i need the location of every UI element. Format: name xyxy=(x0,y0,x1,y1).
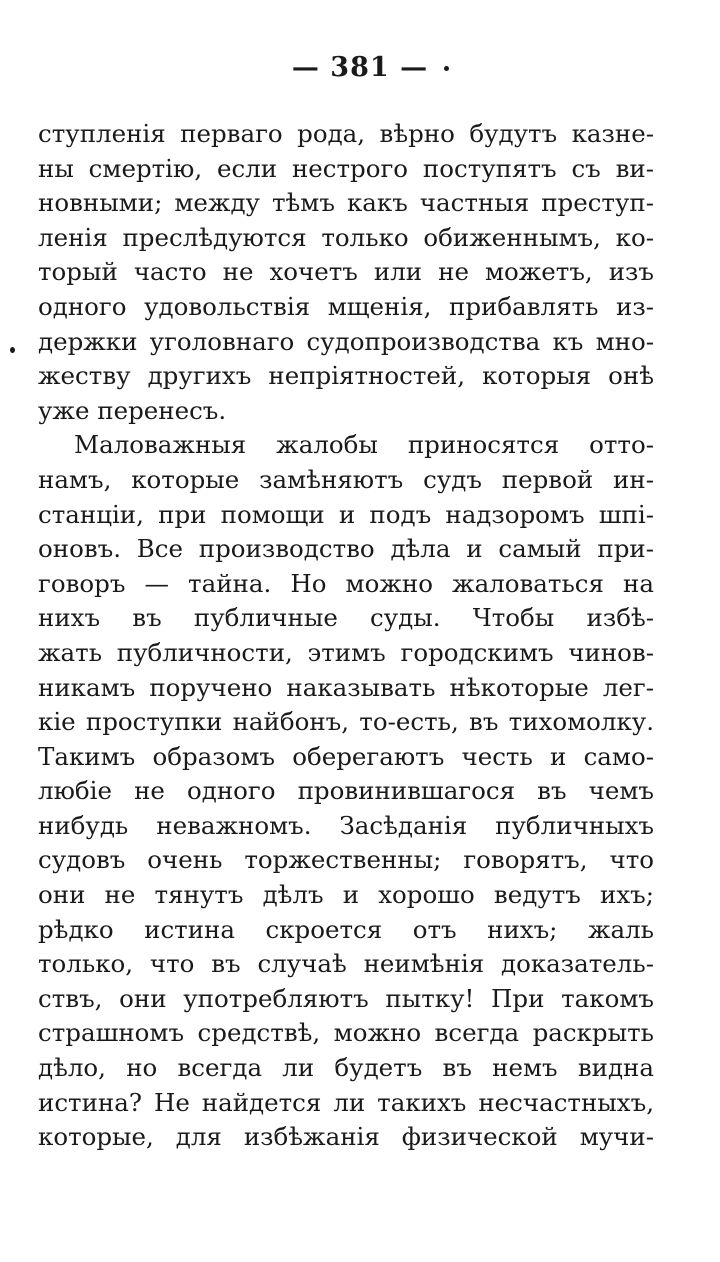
text-line: жеству другихъ непріятностей, которыя онѣ xyxy=(38,361,654,391)
header-dot-mark xyxy=(444,66,449,71)
text-line: одного удовольствія мщенія, прибавлять из- xyxy=(38,291,654,321)
text-line: дѣло, но всегда ли будетъ въ немъ видна xyxy=(38,1053,654,1083)
text-line: рѣдко истина скроется отъ нихъ; жаль xyxy=(38,914,654,944)
text-line: жать публичности, этимъ городскимъ чинов- xyxy=(38,637,654,667)
text-line: никамъ поручено наказывать нѣкоторые лег- xyxy=(38,672,654,702)
text-line: говоръ — тайна. Но можно жаловаться на xyxy=(38,568,654,598)
text-line: торый часто не хочетъ или не можетъ, изъ xyxy=(38,257,654,287)
text-line: страшномъ средствѣ, можно всегда раскрыть xyxy=(38,1018,654,1048)
text-line: держки уголовнаго судопроизводства къ мно- xyxy=(38,326,654,356)
text-line: станціи, при помощи и подъ надзоромъ шпі- xyxy=(38,499,654,529)
text-line: только, что въ случаѣ неимѣнія доказатель- xyxy=(38,949,654,979)
text-line: ствъ, они употребляютъ пытку! При такомъ xyxy=(38,983,654,1013)
text-line: новными; между тѣмъ какъ частныя преступ- xyxy=(38,188,654,218)
text-line: оновъ. Все производство дѣла и самый при- xyxy=(38,534,654,564)
text-line: ны смертію, если нестрого поступятъ съ ви- xyxy=(38,153,654,183)
text-line: нихъ въ публичные суды. Чтобы избѣ- xyxy=(38,603,654,633)
text-line: они не тянутъ дѣлъ и хорошо ведутъ ихъ; xyxy=(38,880,654,910)
text-line: Маловажныя жалобы приносятся отто- xyxy=(74,430,654,460)
page-number: — 381 — xyxy=(291,52,429,83)
page-header xyxy=(0,52,720,83)
text-line: намъ, которые замѣняютъ судъ первой ин- xyxy=(38,464,654,494)
text-line: ступленія перваго рода, вѣрно будутъ казне- xyxy=(38,119,654,148)
text-line: истина? Не найдется ли такихъ несчастныхъ, xyxy=(38,1087,654,1117)
body-text xyxy=(38,117,654,1155)
margin-dot-mark xyxy=(10,347,15,353)
text-line: ленія преслѣдуются только обиженнымъ, ко- xyxy=(38,222,654,252)
text-line: судовъ очень торжественны; говорятъ, что xyxy=(38,845,654,875)
text-line: которые, для избѣжанія физической мучи- xyxy=(38,1122,654,1152)
text-line: уже перенесъ. xyxy=(38,395,227,425)
text-line: нибудь неважномъ. Засѣданія публичныхъ xyxy=(38,810,654,840)
text-line: Такимъ образомъ оберегаютъ честь и само- xyxy=(38,741,654,771)
text-line: кіе проступки найбонъ, то-есть, въ тихомолку. xyxy=(38,707,654,737)
text-line: любіе не одного провинившагося въ чемъ xyxy=(38,776,654,806)
